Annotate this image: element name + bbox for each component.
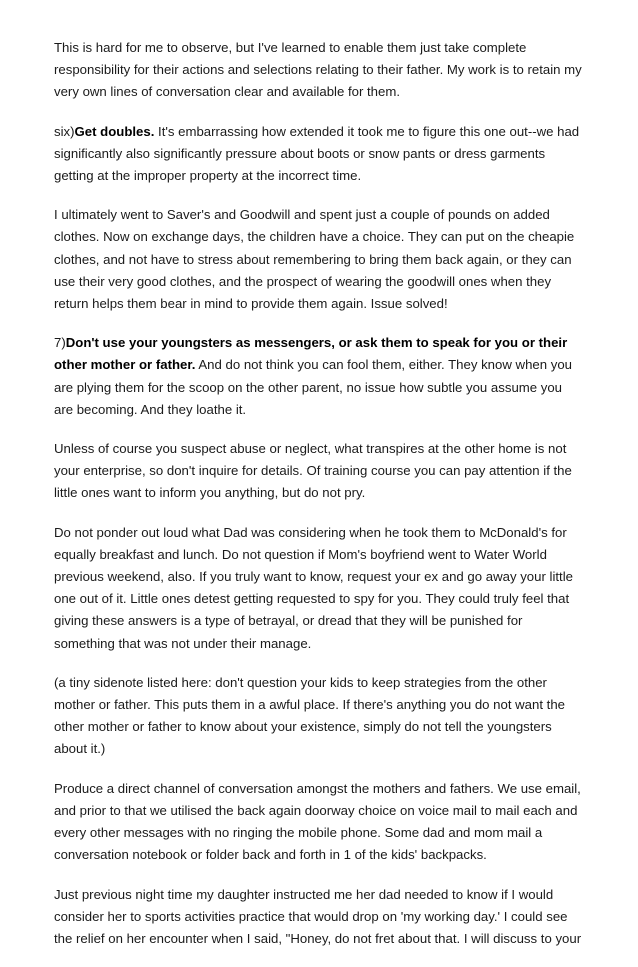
paragraph-text: Unless of course you suspect abuse or neglect, what transpires at the other home is not your enterprise, so don't inquire for details. Of training course you can pay attention if the little ones want to inform you anything, but do not pry. [54, 441, 572, 501]
paragraph-text: Just previous night time my daughter instructed me her dad needed to know if I would consider her to sports activities practice that would drop on 'my working day.' I could see the relief on her encounter when I said, "Honey, do not fret about that. I will discuss to your [54, 886, 582, 946]
paragraph-text: This is hard for me to observe, but I've learned to enable them just take complete responsibility for their actions and selections relating to their father. My work is to retain my very own lines of conversation clear and available for them. [54, 40, 582, 100]
paragraph-text: Do not ponder out loud what Dad was considering when he took them to McDonald's for equally breakfast and lunch. Do not question if Mom's boyfriend went to Water World previous weekend, also. If you truly want to know, request your ex and go away your little one out of it. Little ones detest getting requested to spy for you. They could truly feel that giving these answers is a type of betrayal, or dread that they will be punished for something that was not under their manage. [54, 524, 573, 651]
paragraph-ponder-out-loud [54, 522, 584, 655]
paragraph-messengers [54, 332, 584, 421]
paragraph-get-doubles [54, 121, 584, 188]
paragraph-responsibility [54, 37, 584, 104]
tip-heading: Get doubles. [74, 123, 155, 139]
paragraph-text: I ultimately went to Saver's and Goodwill and spent just a couple of pounds on added clothes. Now on exchange days, the children have a choice. They can put on the cheapie clothes, and not have to stress about remembering to bring them back again, or they can use their very good clothes, and the prospect of wearing the goodwill ones when they return helps them bear in mind to provide them again. Issue solved! [54, 207, 575, 312]
paragraph-text: (a tiny sidenote listed here: don't question your kids to keep strategies from the other mother or father. This puts them in a awful place. If there's anything you do not want the other mother or father to know about your existence, simply do not tell the youngsters about it.) [54, 674, 566, 757]
paragraph-text: It's embarrassing how extended it took me to figure this one out--we had significantly also significantly pressure about boots or snow pants or dress garments getting at the improper property at the incorrect time. [54, 123, 580, 184]
paragraph-savers-goodwill [54, 204, 584, 315]
paragraph-abuse-neglect [54, 438, 584, 505]
list-number: six) [54, 123, 75, 139]
paragraph-direct-channel [54, 778, 584, 867]
tip-heading: Don't use your youngsters as messengers, or ask them to speak for you or their other mother or father. [54, 335, 568, 373]
paragraph-text: And do not think you can fool them, either. They know when you are plying them for the scoop on the other parent, no issue how subtle you assume you are becoming. And they loathe it. [54, 357, 572, 417]
document-page [54, 37, 584, 967]
paragraph-last-night [54, 884, 584, 951]
paragraph-sidenote [54, 672, 584, 761]
list-number: 7) [54, 335, 66, 351]
paragraph-text: Produce a direct channel of conversation amongst the mothers and fathers. We use email, and prior to that we utilised the back again doorway choice on voice mail to mail each and every other messages with no ringing the mobile phone. Some dad and mom mail a conversation notebook or folder back and forth in 1 of the kids' backpacks. [54, 780, 581, 863]
